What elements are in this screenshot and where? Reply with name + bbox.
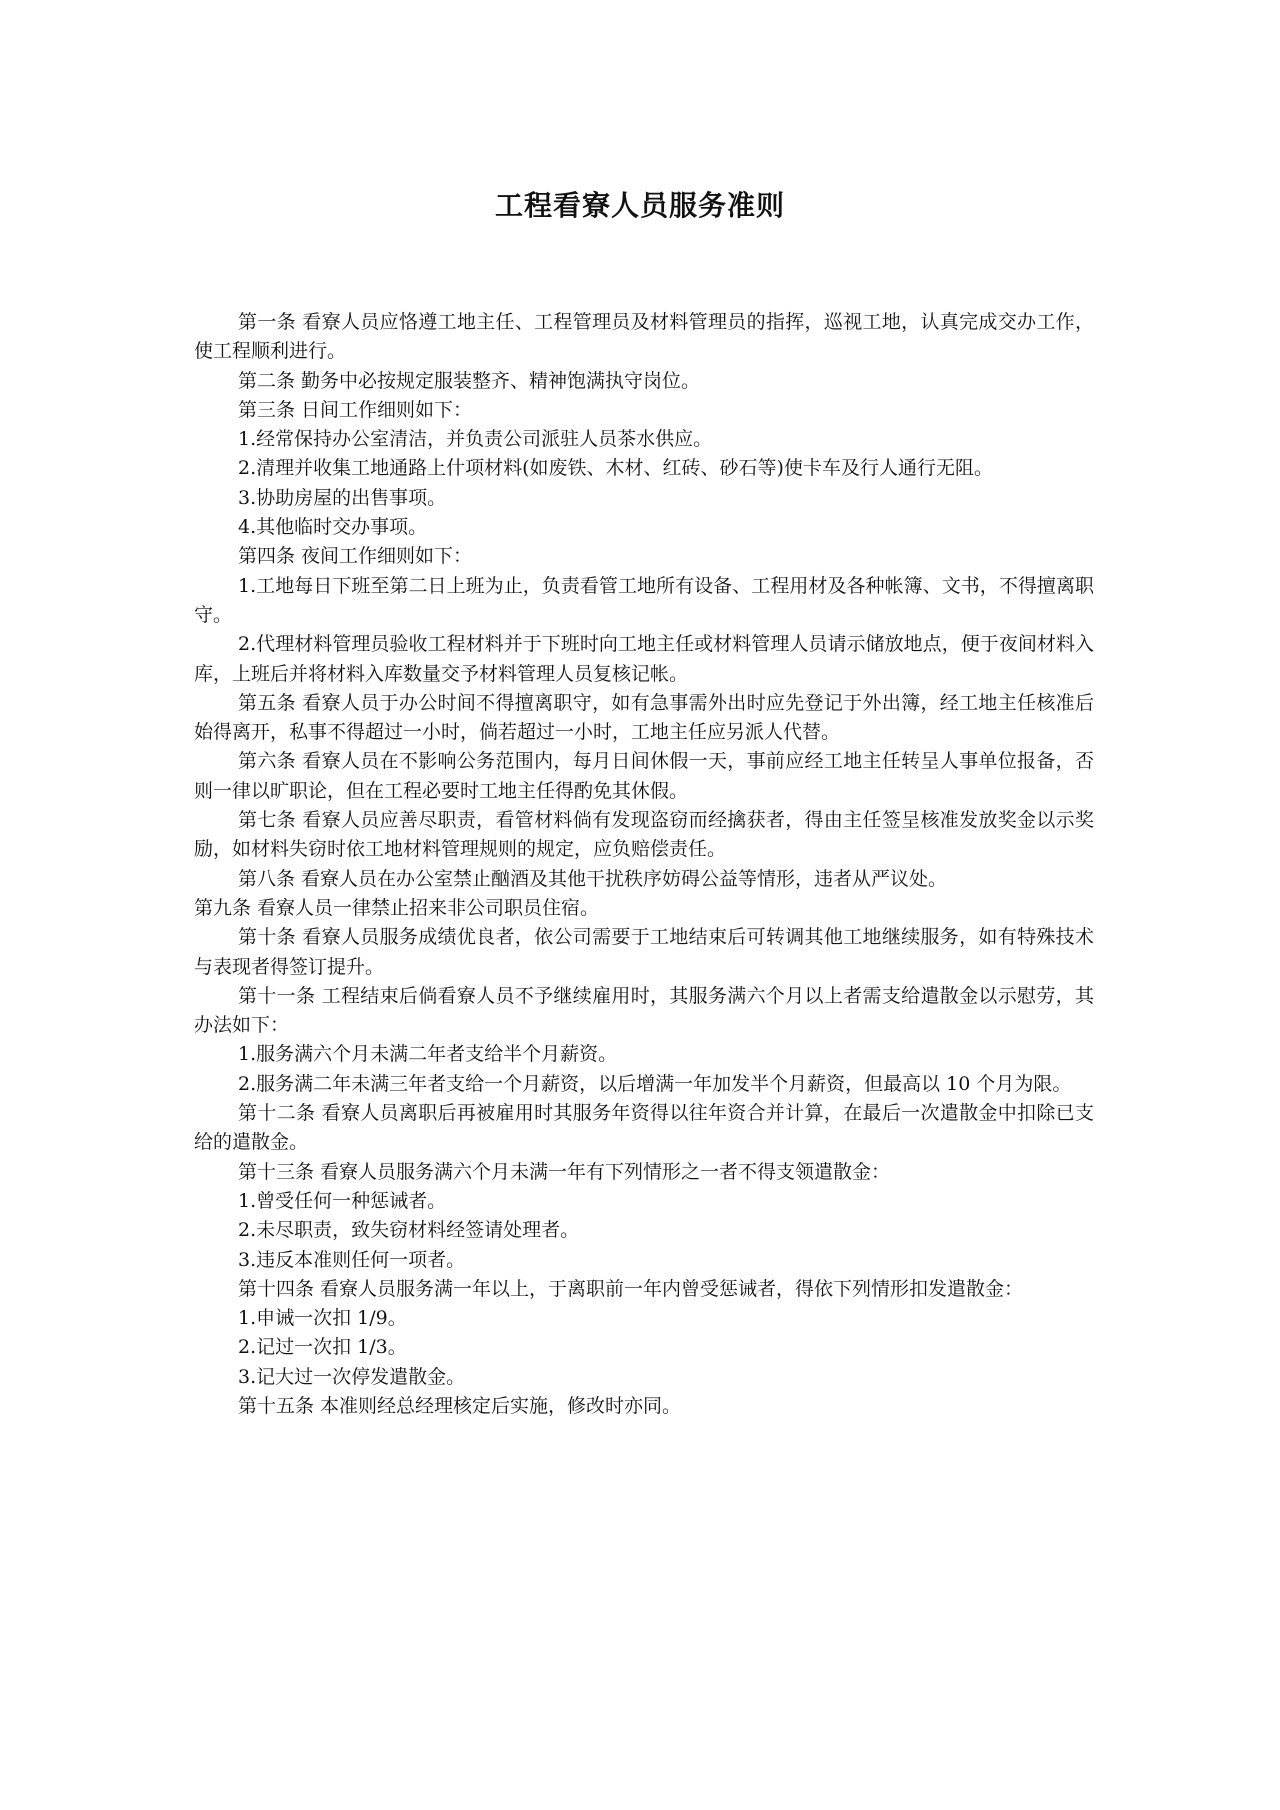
- article-6: 第六条 看寮人员在不影响公务范围内，每月日间休假一天，事前应经工地主任转呈人事单位报备，否则一律以旷职论，但在工程必要时工地主任得酌免其休假。: [194, 750, 1094, 802]
- article-11-item-2: 2.服务满二年未满三年者支给一个月薪资，以后增满一年加发半个月薪资，但最高以 10 个月为限。: [238, 1072, 1072, 1095]
- article-14-item-2: 2.记过一次扣 1/3。: [238, 1336, 407, 1359]
- article-13-item-3: 3.违反本准则任何一项者。: [238, 1248, 466, 1271]
- article-4-item-2: 2.代理材料管理员验收工程材料并于下班时向工地主任或材料管理人员请示储放地点，便于夜间材料入库，上班后并将材料入库数量交予材料管理人员复核记帐。: [194, 633, 1094, 685]
- article-4: 第四条 夜间工作细则如下：: [238, 545, 473, 568]
- article-10: 第十条 看寮人员服务成绩优良者，依公司需要于工地结束后可转调其他工地继续服务，如有特殊技术与表现者得签订提升。: [194, 926, 1094, 978]
- article-7: 第七条 看寮人员应善尽职责，看管材料倘有发现盗窃而经擒获者，得由主任签呈核准发放奖金以示奖励，如材料失窃时依工地材料管理规则的规定，应负赔偿责任。: [194, 809, 1094, 861]
- article-5: 第五条 看寮人员于办公时间不得擅离职守，如有急事需外出时应先登记于外出簿，经工地主任核准后始得离开，私事不得超过一小时，倘若超过一小时，工地主任应另派人代替。: [194, 691, 1094, 744]
- article-15: 第十五条 本准则经总经理核定后实施，修改时亦同。: [238, 1394, 682, 1417]
- article-3: 第三条 日间工作细则如下：: [238, 398, 473, 421]
- article-14: 第十四条 看寮人员服务满一年以上，于离职前一年内曾受惩诫者，得依下列情形扣发遣散金：: [238, 1277, 1024, 1300]
- article-14-item-3: 3.记大过一次停发遣散金。: [238, 1365, 466, 1388]
- article-3-item-3: 3.协助房屋的出售事项。: [238, 486, 447, 509]
- article-3-item-2: 2.清理并收集工地通路上什项材料(如废铁、木材、红砖、砂石等)使卡车及行人通行无阻。: [238, 457, 993, 480]
- article-1: 第一条 看寮人员应恪遵工地主任、工程管理员及材料管理员的指挥，巡视工地，认真完成交办工作，使工程顺利进行。: [194, 311, 1094, 363]
- document-title: 工程看寮人员服务准则: [494, 189, 785, 222]
- article-13-item-2: 2.未尽职责，致失窃材料经签请处理者。: [238, 1219, 580, 1242]
- article-14-item-1: 1.申诫一次扣 1/9。: [238, 1307, 407, 1330]
- article-13-item-1: 1.曾受任何一种惩诫者。: [238, 1189, 447, 1212]
- article-12: 第十二条 看寮人员离职后再被雇用时其服务年资得以往年资合并计算，在最后一次遣散金中扣除已支给的遣散金。: [194, 1102, 1094, 1154]
- article-4-item-1: 1.工地每日下班至第二日上班为止，负责看管工地所有设备、工程用材及各种帐簿、文书，不得擅离职守。: [194, 574, 1094, 626]
- article-2: 第二条 勤务中必按规定服装整齐、精神饱满执守岗位。: [238, 369, 701, 392]
- article-8: 第八条 看寮人员在办公室禁止酗酒及其他干扰秩序妨碍公益等情形，违者从严议处。: [238, 867, 948, 890]
- document-body: [194, 308, 1094, 1421]
- article-11-item-1: 1.服务满六个月未满二年者支给半个月薪资。: [238, 1043, 618, 1066]
- article-13: 第十三条 看寮人员服务满六个月未满一年有下列情形之一者不得支领遣散金：: [238, 1160, 891, 1183]
- article-3-item-4: 4.其他临时交办事项。: [238, 516, 428, 539]
- article-11: 第十一条 工程结束后倘看寮人员不予继续雇用时，其服务满六个月以上者需支给遣散金以示慰劳，其办法如下：: [194, 984, 1094, 1037]
- article-3-item-1: 1.经常保持办公室清洁，并负责公司派驻人员茶水供应。: [238, 428, 713, 451]
- article-9: 第九条 看寮人员一律禁止招来非公司职员住宿。: [194, 896, 600, 919]
